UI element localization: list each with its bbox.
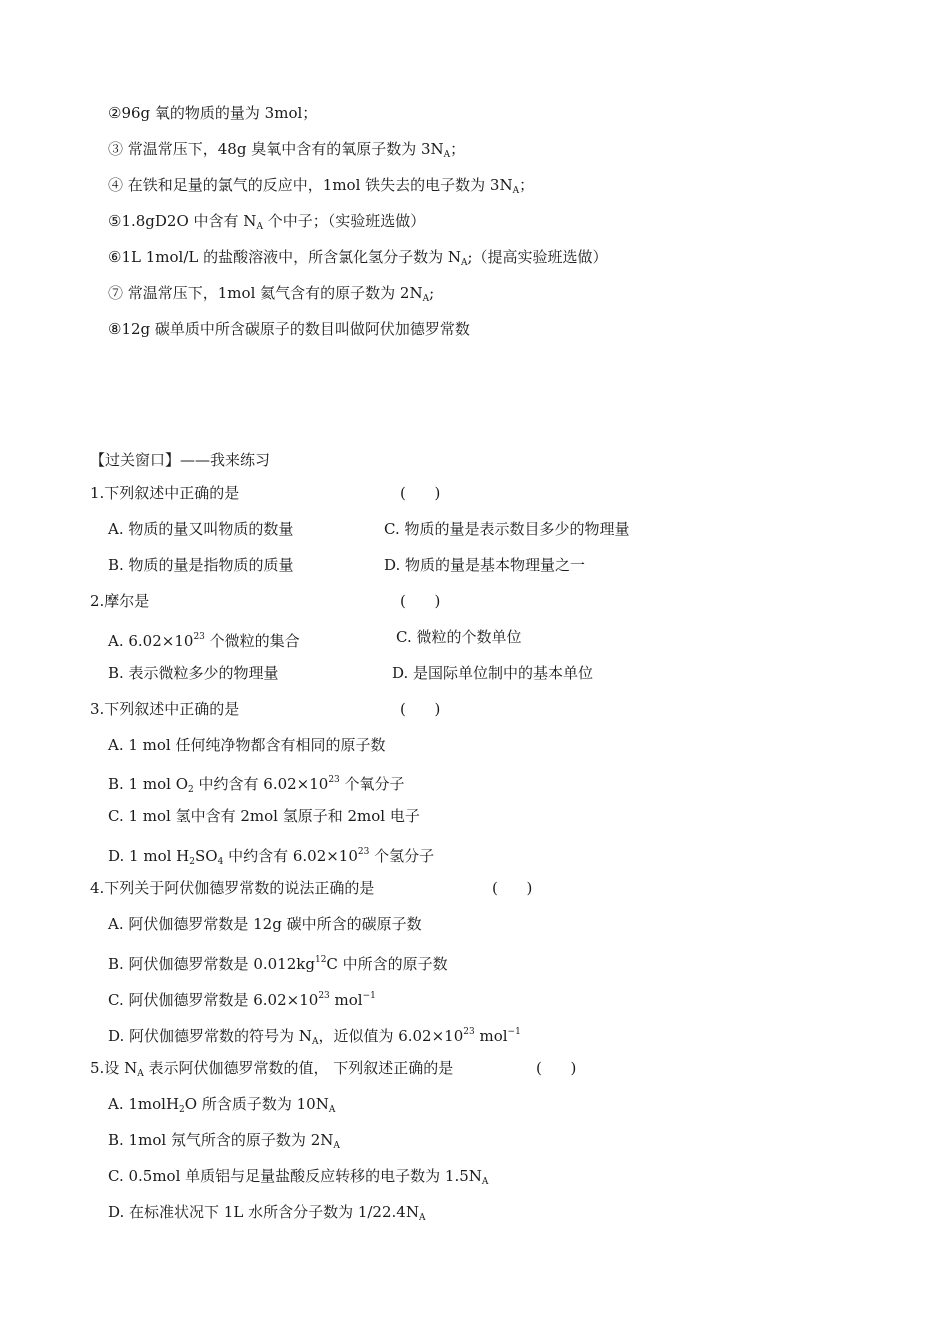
question-4-answer-blank: ( ) bbox=[492, 879, 533, 897]
question-1-option-d: D. 物质的量是基本物理量之一 bbox=[384, 556, 586, 574]
question-2-answer-blank: ( ) bbox=[400, 592, 441, 610]
question-3-stem: 3.下列叙述中正确的是 bbox=[90, 700, 240, 718]
section-title: 【过关窗口】——我来练习 bbox=[90, 451, 271, 469]
statement-6: ⑥1L 1mol/L 的盐酸溶液中，所含氯化氢分子数为 $N_A$;（提高实验班选做） bbox=[108, 248, 608, 268]
question-5-option-c: C. 0.5mol 单质铝与足量盐酸反应转移的电子数为 $1.5N_A$ bbox=[108, 1167, 489, 1187]
question-5-stem: 5.设 $N_A$ 表示阿伏伽德罗常数的值， 下列叙述正确的是 bbox=[90, 1059, 454, 1079]
statement-4: ④ 在铁和足量的氯气的反应中，1mol 铁失去的电子数为 $3N_A$； bbox=[108, 176, 535, 196]
question-2-option-b: B. 表示微粒多少的物理量 bbox=[108, 664, 279, 682]
question-1-option-b: B. 物质的量是指物质的质量 bbox=[108, 556, 294, 574]
question-4-stem: 4.下列关于阿伏伽德罗常数的说法正确的是 bbox=[90, 879, 375, 897]
question-4-option-a: A. 阿伏伽德罗常数是 12g 碳中所含的碳原子数 bbox=[108, 915, 422, 933]
statement-2: ②96g 氧的物质的量为 3mol； bbox=[108, 104, 318, 122]
question-3-option-c: C. 1 mol 氢中含有 2mol 氢原子和 2mol 电子 bbox=[108, 807, 420, 825]
question-5-option-b: B. 1mol 氖气所含的原子数为 $2N_A$ bbox=[108, 1131, 340, 1151]
question-5-option-a: A. 1molH$_2$O 所含质子数为 $10N_A$ bbox=[108, 1095, 336, 1115]
question-1-option-c: C. 物质的量是表示数目多少的物理量 bbox=[384, 520, 630, 538]
question-1-option-a: A. 物质的量又叫物质的数量 bbox=[108, 520, 294, 538]
question-3-answer-blank: ( ) bbox=[400, 700, 441, 718]
question-2-option-d: D. 是国际单位制中的基本单位 bbox=[392, 664, 594, 682]
statement-5: ⑤1.8gD2O 中含有 $N_A$ 个中子；（实验班选做） bbox=[108, 212, 426, 232]
statement-8: ⑧12g 碳单质中所含碳原子的数目叫做阿伏加德罗常数 bbox=[108, 320, 470, 338]
question-2-stem: 2.摩尔是 bbox=[90, 592, 150, 610]
question-4-option-d: D. 阿伏伽德罗常数的符号为 $N_A$，近似值为 $6.02\times 10^{23}$ mol$^{-1}$ bbox=[108, 1027, 521, 1047]
question-3-option-a: A. 1 mol 任何纯净物都含有相同的原子数 bbox=[108, 736, 386, 754]
question-4-option-c: C. 阿伏伽德罗常数是 $6.02\times 10^{23}$ mol$^{-1}$ bbox=[108, 991, 376, 1009]
question-1-stem: 1.下列叙述中正确的是 bbox=[90, 484, 240, 502]
question-3-option-b: B. 1 mol $O_2$ 中约含有 $6.02\times 10^{23}$ 个氧分子 bbox=[108, 775, 405, 795]
question-2-option-a: A. $6.02\times 10^{23}$ 个微粒的集合 bbox=[108, 632, 300, 650]
question-5-option-d: D. 在标准状况下 1L 水所含分子数为 $1/22.4N_A$ bbox=[108, 1203, 426, 1223]
statement-3: ③ 常温常压下，48g 臭氧中含有的氧原子数为 $3N_A$； bbox=[108, 140, 466, 160]
question-1-answer-blank: ( ) bbox=[400, 484, 441, 502]
question-2-option-c: C. 微粒的个数单位 bbox=[396, 628, 522, 646]
question-3-option-d: D. 1 mol $H_2SO_4$ 中约含有 $6.02\times 10^{23}$ 个氢分子 bbox=[108, 847, 435, 867]
question-4-option-b: B. 阿伏伽德罗常数是 $0.012kg^{12}C$ 中所含的原子数 bbox=[108, 955, 448, 973]
statement-7: ⑦ 常温常压下，1mol 氦气含有的原子数为 $2N_A$; bbox=[108, 284, 435, 304]
question-5-answer-blank: ( ) bbox=[536, 1059, 577, 1077]
